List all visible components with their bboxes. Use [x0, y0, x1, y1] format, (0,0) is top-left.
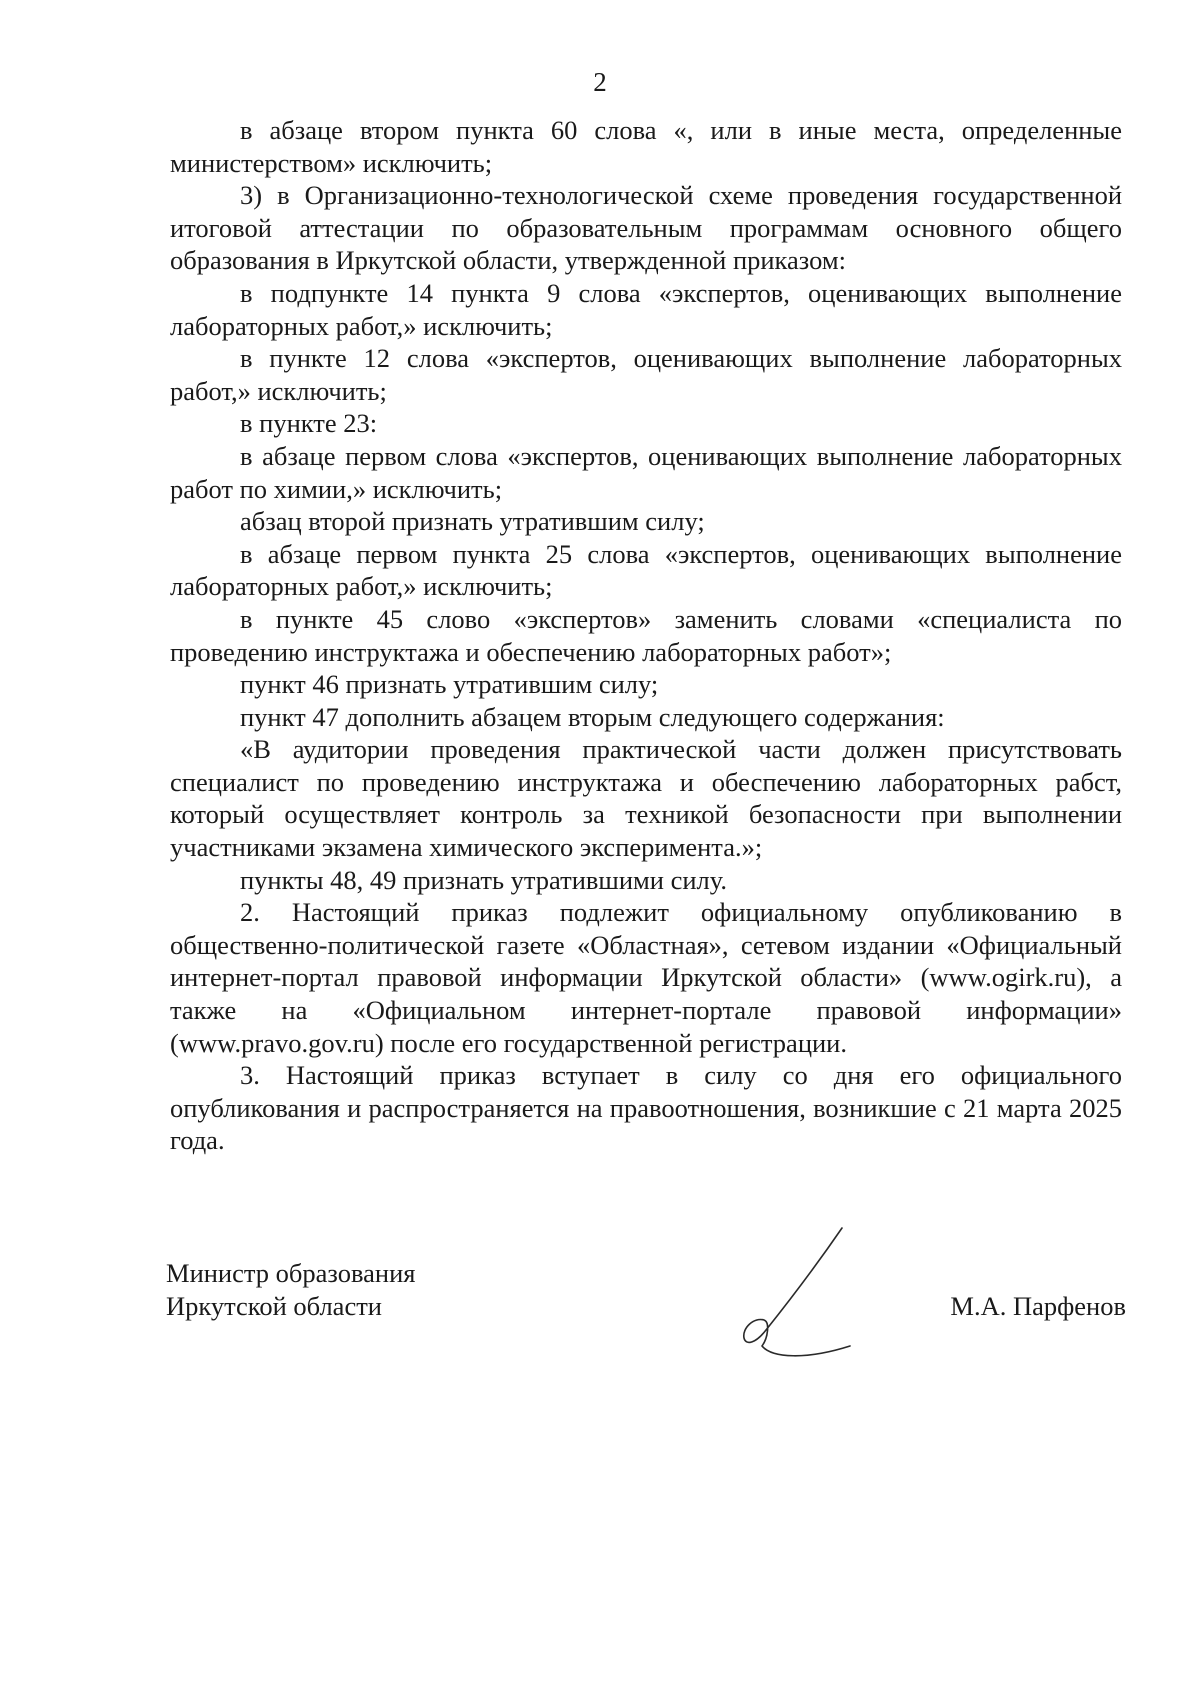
page-number: 2: [593, 67, 607, 97]
document-body: [170, 114, 1122, 1157]
paragraph: в подпункте 14 пункта 9 слова «экспертов, оценивающих выполнение лабораторных работ,» исключить;: [170, 277, 1122, 341]
paragraph: пункт 47 дополнить абзацем вторым следующего содержания:: [240, 701, 945, 732]
paragraph: абзац второй признать утратившим силу;: [240, 506, 705, 537]
paragraph: в пункте 45 слово «экспертов» заменить словами «специалиста по проведению инструктажа и обеспечению лабораторных работ»;: [170, 603, 1122, 667]
paragraph: 3) в Организационно-технологической схеме проведения государственной итоговой аттестации по образовательным программам основного общего образования в Иркутской области, утвержденной приказом:: [170, 180, 1122, 276]
handwritten-signature: [726, 1222, 856, 1367]
signer-name: М.А. Парфенов: [950, 1291, 1126, 1321]
paragraph: 2. Настоящий приказ подлежит официальному опубликованию в общественно-политической газете «Областная», сетевом издании «Официальный интернет-портал правовой информации Иркутской области» (www.ogirk.ru), а также на «Официальном интернет-портале правовой информации» (www.pravo.gov.ru) после его государственной регистрации.: [170, 897, 1122, 1058]
paragraph: пункт 46 признать утратившим силу;: [240, 669, 659, 700]
signature-block: [166, 1257, 1126, 1377]
paragraph: в абзаце первом слова «экспертов, оценивающих выполнение лабораторных работ по химии,» исключить;: [170, 440, 1122, 504]
signer-title-line: Министр образования: [166, 1258, 416, 1288]
quoted-paragraph: «В аудитории проведения практической части должен присутствовать специалист по проведению инструктажа и обеспечению лабораторных рабст, который осуществляет контроль за техникой безопасности при выполнении участниками экзамена химического эксперимента.»;: [170, 734, 1122, 863]
paragraph: в пункте 23:: [240, 408, 378, 439]
paragraph: в абзаце втором пункта 60 слова «, или в иные места, определенные министерством» исключить;: [170, 115, 1122, 178]
paragraph: 3. Настоящий приказ вступает в силу со дня его официального опубликования и распространяется на правоотношения, возникшие с 21 марта 2025 года.: [170, 1060, 1122, 1156]
paragraph: в абзаце первом пункта 25 слова «экспертов, оценивающих выполнение лабораторных работ,» исключить;: [170, 538, 1122, 602]
signer-title-line: Иркутской области: [166, 1291, 382, 1321]
signer-title: [166, 1257, 415, 1323]
paragraph: пункты 48, 49 признать утратившими силу.: [240, 864, 727, 895]
paragraph: в пункте 12 слова «экспертов, оценивающих выполнение лабораторных работ,» исключить;: [170, 343, 1122, 406]
